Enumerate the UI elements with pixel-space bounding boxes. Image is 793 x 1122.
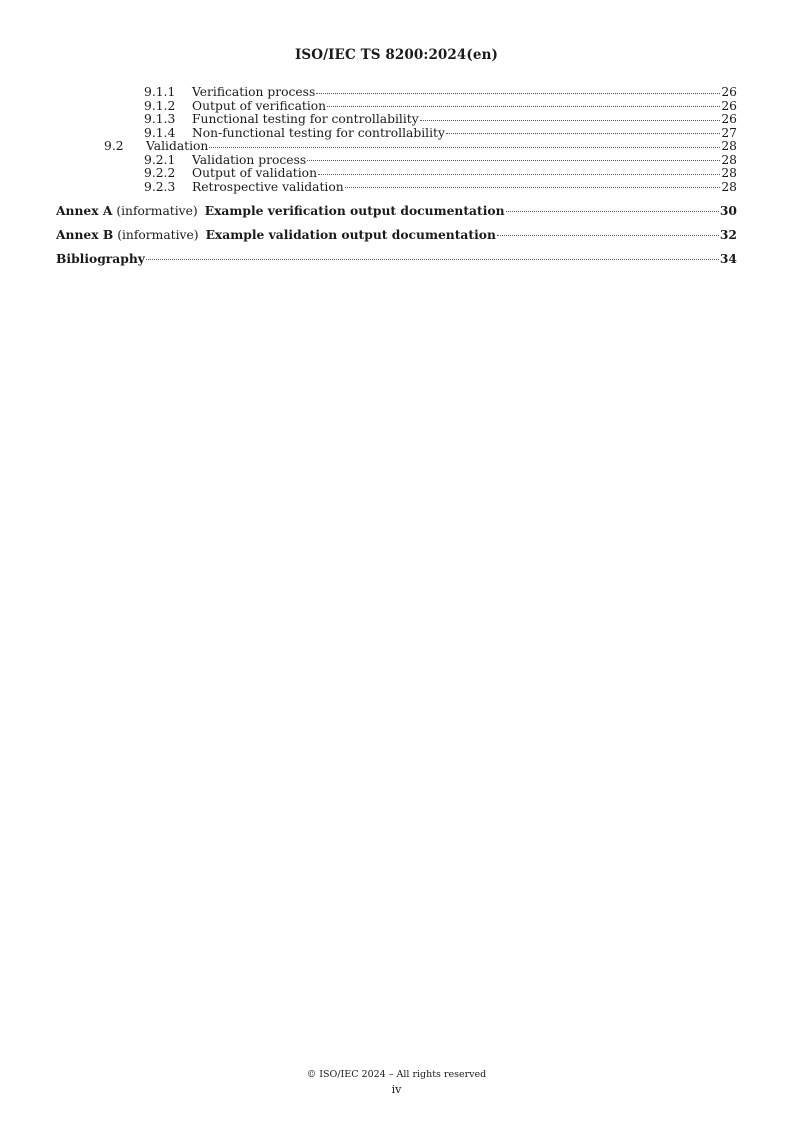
toc-entry-title: Validation <box>146 139 209 153</box>
toc-entry-title: Verification process <box>192 85 316 99</box>
toc-entry-9-1-4[interactable] <box>56 127 737 141</box>
toc-entry-number: 9.1.2 <box>144 98 176 113</box>
dot-leader <box>497 235 719 236</box>
document-header: ISO/IEC TS 8200:2024(en) <box>294 47 498 63</box>
annex-label: Annex A <box>56 203 113 218</box>
toc-entry-annex-b[interactable] <box>56 228 737 242</box>
annex-title: Example validation output documentation <box>205 227 496 242</box>
toc-entry-9-2[interactable] <box>56 140 737 154</box>
toc-entry-page: 26 <box>721 112 737 126</box>
dot-leader <box>318 174 720 175</box>
toc-entry-number: 9.2 <box>104 139 124 153</box>
toc-entry-page: 28 <box>721 179 737 194</box>
table-of-contents <box>56 86 737 266</box>
toc-entry-number: 9.2.3 <box>144 179 176 194</box>
annex-label: Annex B <box>56 227 114 242</box>
toc-entry-number: 9.1.1 <box>144 85 176 99</box>
dot-leader <box>327 106 720 107</box>
toc-entry-9-2-2[interactable] <box>56 167 737 181</box>
toc-entry-9-1-3[interactable] <box>56 113 737 127</box>
toc-entry-page: 28 <box>721 139 737 153</box>
dot-leader <box>420 120 721 121</box>
copyright-notice: © ISO/IEC 2024 – All rights reserved <box>306 1069 487 1080</box>
toc-entry-page: 26 <box>721 98 737 113</box>
dot-leader <box>316 93 720 94</box>
toc-entry-title: Retrospective validation <box>192 179 344 194</box>
toc-entry-title: Non-functional testing for controllability <box>192 125 445 140</box>
bibliography-title: Bibliography <box>56 251 145 266</box>
toc-entry-number: 9.2.2 <box>144 166 176 180</box>
toc-entry-page: 32 <box>719 227 737 242</box>
toc-entry-9-2-1[interactable] <box>56 154 737 168</box>
dot-leader <box>146 259 719 260</box>
toc-entry-page: 26 <box>721 85 737 99</box>
dot-leader <box>209 147 720 148</box>
dot-leader <box>307 160 720 161</box>
toc-entry-title: Output of verification <box>192 98 327 113</box>
toc-entry-title: Validation process <box>192 152 307 167</box>
toc-entry-title: Output of validation <box>192 166 317 180</box>
page-footer <box>0 1068 793 1098</box>
toc-entry-number: 9.1.3 <box>144 112 176 126</box>
toc-entry-9-1-2[interactable] <box>56 100 737 114</box>
annex-title: Example verification output documentation <box>204 203 505 218</box>
toc-entry-number: 9.2.1 <box>144 152 176 167</box>
toc-entry-page: 30 <box>719 203 737 218</box>
toc-entry-number: 9.1.4 <box>144 125 176 140</box>
toc-entry-page: 28 <box>721 152 737 167</box>
toc-entry-annex-a[interactable] <box>56 204 737 218</box>
dot-leader <box>446 133 720 134</box>
toc-entry-9-2-3[interactable] <box>56 181 737 195</box>
annex-type: (informative) <box>117 228 199 242</box>
toc-entry-title: Functional testing for controllability <box>192 112 419 126</box>
toc-entry-9-1-1[interactable] <box>56 86 737 100</box>
toc-entry-page: 34 <box>719 251 737 266</box>
dot-leader <box>345 187 721 188</box>
page-number: iv <box>391 1083 402 1096</box>
toc-entry-bibliography[interactable] <box>56 252 737 266</box>
toc-entry-page: 27 <box>721 125 737 140</box>
annex-type: (informative) <box>116 204 198 218</box>
dot-leader <box>506 211 719 212</box>
toc-entry-page: 28 <box>721 166 737 180</box>
